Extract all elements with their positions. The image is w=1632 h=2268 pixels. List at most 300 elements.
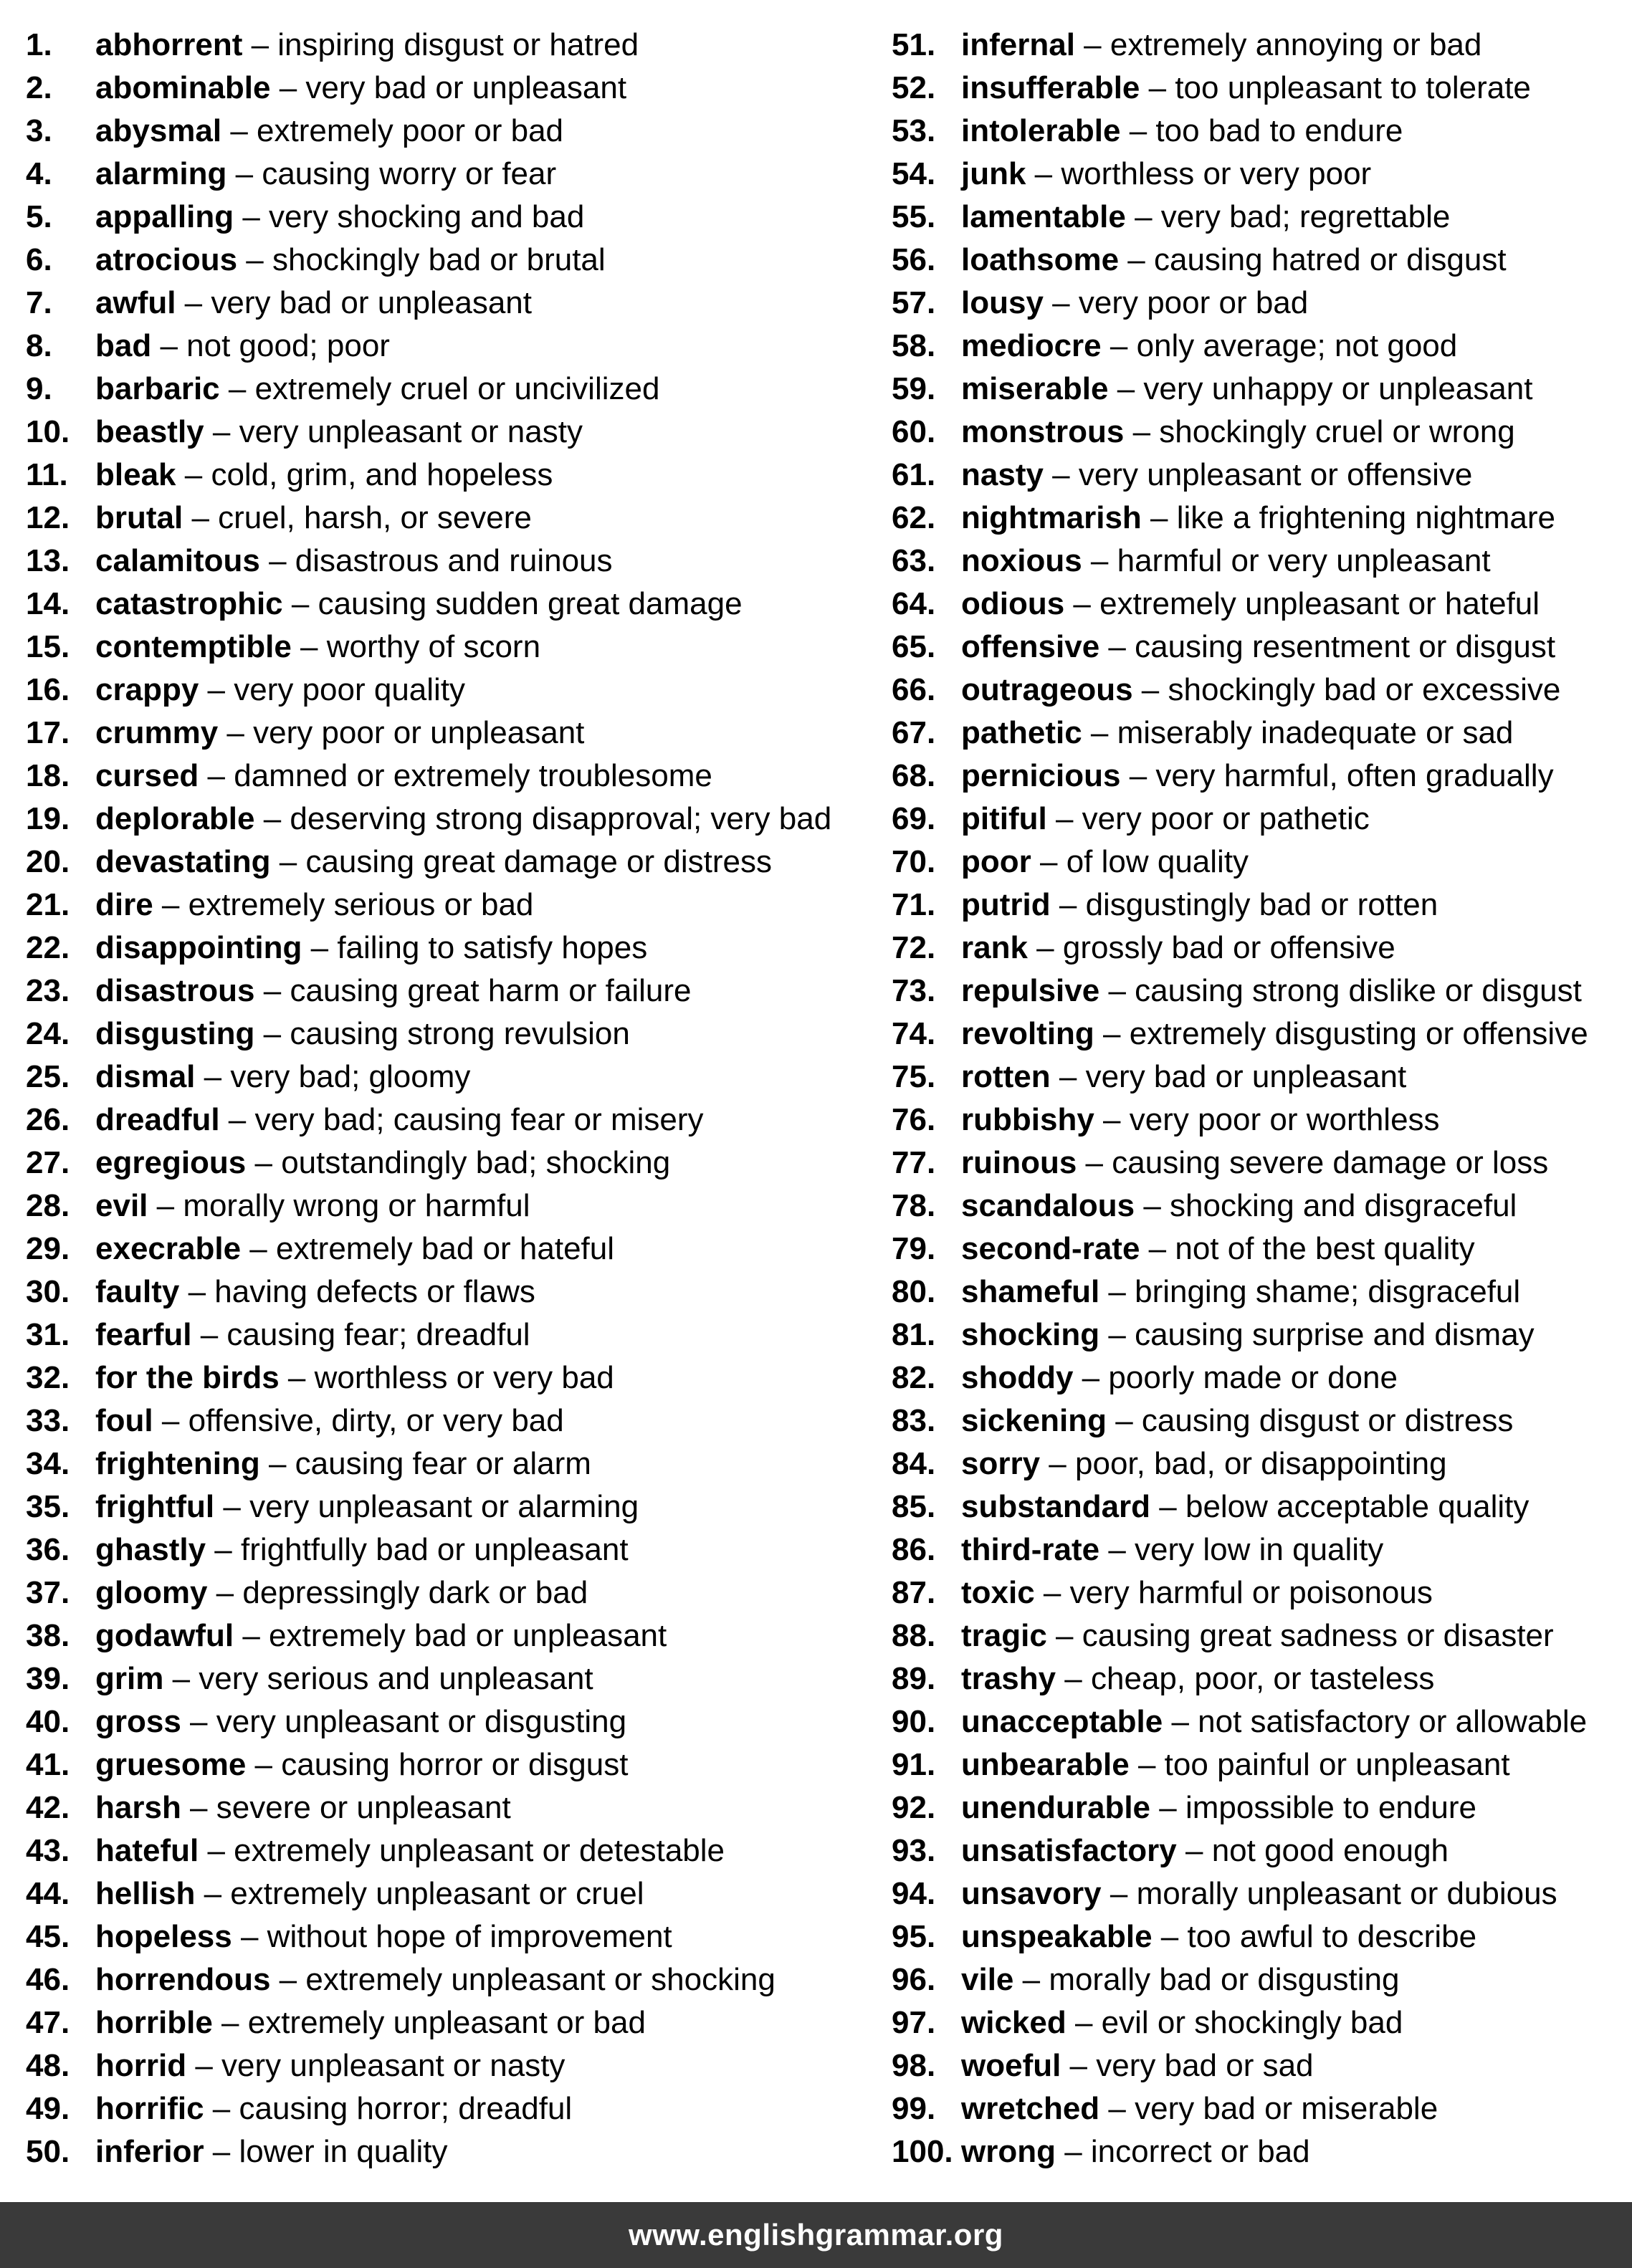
list-item	[26, 1915, 886, 1958]
list-item	[26, 540, 886, 583]
item-separator: –	[1101, 1876, 1137, 1911]
item-definition: extremely bad or unpleasant	[269, 1618, 667, 1653]
item-term: disgusting	[95, 1016, 255, 1051]
item-definition: very unpleasant or disgusting	[216, 1704, 627, 1739]
item-separator: –	[282, 586, 318, 621]
item-definition: very bad or miserable	[1135, 2091, 1438, 2126]
item-number: 40.	[26, 1704, 70, 1739]
item-number: 37.	[26, 1575, 70, 1610]
item-number: 18.	[26, 758, 70, 793]
item-number: 95.	[892, 1919, 936, 1954]
item-definition: not satisfactory or allowable	[1198, 1704, 1588, 1739]
list-item	[892, 411, 1630, 454]
item-separator: –	[199, 1833, 234, 1868]
item-definition: extremely unpleasant or bad	[247, 2005, 646, 2040]
item-term: pathetic	[961, 715, 1082, 750]
right-column	[892, 24, 1630, 2173]
item-separator: –	[1073, 1360, 1109, 1395]
item-separator: –	[270, 70, 306, 105]
item-definition: having defects or flaws	[214, 1274, 535, 1309]
item-term: mediocre	[961, 328, 1102, 363]
item-separator: –	[1099, 973, 1135, 1008]
list-item	[892, 1314, 1630, 1357]
item-number: 61.	[892, 457, 936, 492]
item-number: 88.	[892, 1618, 936, 1653]
item-number: 44.	[26, 1876, 70, 1911]
item-separator: –	[1066, 2005, 1102, 2040]
item-term: shameful	[961, 1274, 1100, 1309]
item-definition: too unpleasant to tolerate	[1175, 70, 1531, 105]
item-number: 90.	[892, 1704, 936, 1739]
item-definition: like a frightening nightmare	[1176, 500, 1556, 535]
list-item	[892, 110, 1630, 153]
item-separator: –	[242, 27, 278, 62]
list-item	[26, 2130, 886, 2173]
item-term: cursed	[95, 758, 199, 793]
list-item	[26, 1399, 886, 1442]
item-term: horrendous	[95, 1962, 271, 1997]
item-number: 41.	[26, 1747, 70, 1782]
item-definition: causing surprise and dismay	[1135, 1317, 1535, 1352]
item-separator: –	[1120, 758, 1156, 793]
item-separator: –	[1040, 1446, 1075, 1481]
item-separator: –	[1099, 2091, 1135, 2126]
item-separator: –	[1031, 844, 1066, 879]
list-item	[892, 884, 1630, 927]
item-term: grim	[95, 1661, 164, 1696]
item-term: catastrophic	[95, 586, 283, 621]
item-definition: disgustingly bad or rotten	[1085, 887, 1438, 922]
item-term: deplorable	[95, 801, 255, 836]
list-item	[26, 1571, 886, 1614]
item-term: harsh	[95, 1790, 181, 1825]
item-number: 52.	[892, 70, 936, 105]
item-definition: very bad or unpleasant	[305, 70, 627, 105]
item-separator: –	[1120, 113, 1156, 148]
item-definition: morally bad or disgusting	[1049, 1962, 1400, 1997]
item-term: fearful	[95, 1317, 192, 1352]
item-number: 29.	[26, 1231, 70, 1266]
item-term: frightful	[95, 1489, 215, 1524]
item-separator: –	[219, 1102, 255, 1137]
item-term: miserable	[961, 371, 1109, 406]
item-term: trashy	[961, 1661, 1056, 1696]
item-definition: below acceptable quality	[1185, 1489, 1530, 1524]
item-definition: very bad or sad	[1096, 2048, 1314, 2083]
list-item	[892, 970, 1630, 1013]
list-item	[892, 1056, 1630, 1099]
item-definition: causing strong dislike or disgust	[1135, 973, 1582, 1008]
item-separator: –	[207, 1575, 243, 1610]
item-term: repulsive	[961, 973, 1100, 1008]
list-item	[892, 755, 1630, 798]
item-definition: shockingly cruel or wrong	[1159, 414, 1515, 449]
item-term: loathsome	[961, 242, 1120, 277]
item-term: bad	[95, 328, 152, 363]
item-term: outrageous	[961, 672, 1133, 707]
item-number: 2.	[26, 70, 52, 105]
item-number: 62.	[892, 500, 936, 535]
item-number: 69.	[892, 801, 936, 836]
item-definition: morally unpleasant or dubious	[1136, 1876, 1557, 1911]
item-separator: –	[151, 328, 187, 363]
item-term: nightmarish	[961, 500, 1142, 535]
item-term: abhorrent	[95, 27, 243, 62]
item-term: junk	[961, 156, 1026, 191]
item-definition: extremely unpleasant or cruel	[230, 1876, 644, 1911]
item-definition: very low in quality	[1135, 1532, 1384, 1567]
list-item	[26, 841, 886, 884]
item-number: 57.	[892, 285, 936, 320]
item-number: 13.	[26, 543, 70, 578]
item-definition: evil or shockingly bad	[1101, 2005, 1403, 2040]
item-definition: disastrous and ruinous	[295, 543, 613, 578]
item-term: unendurable	[961, 1790, 1151, 1825]
list-item	[26, 1357, 886, 1399]
item-term: horrid	[95, 2048, 187, 2083]
list-item	[26, 1013, 886, 1056]
list-item	[26, 669, 886, 712]
item-number: 80.	[892, 1274, 936, 1309]
item-separator: –	[206, 1532, 241, 1567]
item-term: unsatisfactory	[961, 1833, 1177, 1868]
item-number: 98.	[892, 2048, 936, 2083]
item-number: 77.	[892, 1145, 936, 1180]
item-definition: incorrect or bad	[1090, 2134, 1310, 2169]
item-separator: –	[1124, 414, 1160, 449]
item-definition: causing fear; dreadful	[226, 1317, 530, 1352]
item-number: 32.	[26, 1360, 70, 1395]
item-term: insufferable	[961, 70, 1140, 105]
item-separator: –	[259, 1446, 295, 1481]
item-term: rotten	[961, 1059, 1051, 1094]
item-term: crummy	[95, 715, 219, 750]
item-definition: causing severe damage or loss	[1112, 1145, 1549, 1180]
item-definition: poor, bad, or disappointing	[1075, 1446, 1447, 1481]
item-term: for the birds	[95, 1360, 280, 1395]
item-separator: –	[195, 1059, 231, 1094]
item-separator: –	[153, 887, 189, 922]
list-item	[892, 927, 1630, 970]
list-item	[892, 67, 1630, 110]
list-item	[26, 927, 886, 970]
list-item	[26, 1700, 886, 1743]
item-separator: –	[1135, 1188, 1170, 1223]
item-number: 14.	[26, 586, 70, 621]
item-separator: –	[1082, 543, 1117, 578]
item-number: 17.	[26, 715, 70, 750]
item-definition: depressingly dark or bad	[242, 1575, 588, 1610]
list-item	[892, 497, 1630, 540]
item-term: unspeakable	[961, 1919, 1153, 1954]
item-definition: cold, grim, and hopeless	[211, 457, 553, 492]
item-term: third-rate	[961, 1532, 1100, 1567]
list-item	[892, 2087, 1630, 2130]
item-separator: –	[183, 500, 219, 535]
item-definition: shocking and disgraceful	[1170, 1188, 1517, 1223]
list-item	[892, 1743, 1630, 1786]
item-term: horrible	[95, 2005, 213, 2040]
item-definition: very bad or unpleasant	[1085, 1059, 1407, 1094]
item-number: 74.	[892, 1016, 936, 1051]
item-definition: worthless or very bad	[314, 1360, 614, 1395]
item-number: 94.	[892, 1876, 936, 1911]
list-item	[26, 1657, 886, 1700]
item-definition: very harmful, often gradually	[1155, 758, 1554, 793]
item-separator: –	[1074, 27, 1110, 62]
item-definition: very poor quality	[234, 672, 466, 707]
item-term: shoddy	[961, 1360, 1074, 1395]
item-number: 42.	[26, 1790, 70, 1825]
list-item	[26, 970, 886, 1013]
item-number: 75.	[892, 1059, 936, 1094]
item-number: 43.	[26, 1833, 70, 1868]
item-definition: very bad; gloomy	[230, 1059, 471, 1094]
item-term: putrid	[961, 887, 1051, 922]
list-item	[892, 1271, 1630, 1314]
item-number: 35.	[26, 1489, 70, 1524]
item-term: godawful	[95, 1618, 234, 1653]
item-number: 8.	[26, 328, 52, 363]
item-definition: causing disgust or distress	[1141, 1403, 1514, 1438]
item-number: 5.	[26, 199, 52, 234]
item-term: offensive	[961, 629, 1100, 664]
item-definition: poorly made or done	[1108, 1360, 1398, 1395]
list-item	[26, 1056, 886, 1099]
item-separator: –	[1163, 1704, 1198, 1739]
item-number: 31.	[26, 1317, 70, 1352]
item-number: 67.	[892, 715, 936, 750]
item-term: gloomy	[95, 1575, 208, 1610]
item-separator: –	[218, 715, 254, 750]
item-definition: causing sudden great damage	[318, 586, 743, 621]
item-definition: causing great sadness or disaster	[1082, 1618, 1554, 1653]
item-number: 66.	[892, 672, 936, 707]
list-item	[26, 1314, 886, 1357]
item-term: gross	[95, 1704, 181, 1739]
item-definition: very bad; regrettable	[1160, 199, 1451, 234]
item-definition: without hope of improvement	[267, 1919, 672, 1954]
item-term: noxious	[961, 543, 1082, 578]
item-term: sickening	[961, 1403, 1107, 1438]
item-definition: deserving strong disapproval; very bad	[290, 801, 832, 836]
item-definition: worthy of scorn	[326, 629, 541, 664]
item-separator: –	[1129, 1747, 1165, 1782]
item-definition: causing great damage or distress	[305, 844, 773, 879]
list-item	[892, 712, 1630, 755]
list-item	[892, 1528, 1630, 1571]
item-definition: extremely bad or hateful	[275, 1231, 615, 1266]
item-term: appalling	[95, 199, 234, 234]
item-separator: –	[1125, 199, 1161, 234]
item-separator: –	[1150, 1489, 1185, 1524]
item-separator: –	[1026, 156, 1061, 191]
item-separator: –	[232, 1919, 267, 1954]
item-term: faulty	[95, 1274, 180, 1309]
item-definition: harmful or very unpleasant	[1117, 543, 1491, 578]
item-separator: –	[241, 1231, 276, 1266]
item-term: wrong	[961, 2134, 1056, 2169]
list-item	[26, 626, 886, 669]
list-item	[892, 798, 1630, 841]
item-term: dire	[95, 887, 153, 922]
list-item	[892, 368, 1630, 411]
item-separator: –	[204, 2091, 239, 2126]
list-item	[892, 669, 1630, 712]
item-term: abominable	[95, 70, 271, 105]
item-definition: outstandingly bad; shocking	[281, 1145, 671, 1180]
item-definition: very harmful or poisonous	[1069, 1575, 1433, 1610]
footer-bar	[0, 2202, 1632, 2268]
item-number: 28.	[26, 1188, 70, 1223]
item-number: 96.	[892, 1962, 936, 1997]
item-definition: causing worry or fear	[262, 156, 557, 191]
item-separator: –	[1056, 1661, 1091, 1696]
item-definition: impossible to endure	[1185, 1790, 1476, 1825]
list-item	[26, 239, 886, 282]
item-separator: –	[1046, 1618, 1082, 1653]
item-separator: –	[191, 1317, 227, 1352]
list-item	[26, 712, 886, 755]
item-term: foul	[95, 1403, 153, 1438]
list-item	[892, 1958, 1630, 2001]
item-separator: –	[1106, 1403, 1142, 1438]
item-number: 60.	[892, 414, 936, 449]
item-number: 85.	[892, 1489, 936, 1524]
list-item	[892, 1786, 1630, 1829]
item-number: 11.	[26, 457, 68, 492]
item-number: 45.	[26, 1919, 70, 1954]
item-number: 15.	[26, 629, 70, 664]
item-term: horrific	[95, 2091, 204, 2126]
list-item	[26, 1185, 886, 1228]
item-number: 33.	[26, 1403, 70, 1438]
list-item	[892, 153, 1630, 196]
item-definition: very poor or unpleasant	[253, 715, 585, 750]
item-definition: very unpleasant or offensive	[1078, 457, 1473, 492]
item-number: 36.	[26, 1532, 70, 1567]
item-term: lousy	[961, 285, 1044, 320]
item-definition: extremely unpleasant or shocking	[305, 1962, 776, 1997]
list-item	[892, 1442, 1630, 1485]
item-number: 55.	[892, 199, 936, 234]
list-item	[892, 1099, 1630, 1142]
item-number: 54.	[892, 156, 936, 191]
item-number: 87.	[892, 1575, 936, 1610]
item-number: 39.	[26, 1661, 70, 1696]
item-number: 83.	[892, 1403, 936, 1438]
list-item	[892, 282, 1630, 325]
list-item	[892, 540, 1630, 583]
item-definition: worthless or very poor	[1061, 156, 1372, 191]
item-definition: causing strong revulsion	[290, 1016, 630, 1051]
item-term: crappy	[95, 672, 199, 707]
item-definition: not of the best quality	[1175, 1231, 1475, 1266]
item-separator: –	[204, 2134, 239, 2169]
list-item	[892, 1657, 1630, 1700]
item-separator: –	[1101, 328, 1137, 363]
item-term: disastrous	[95, 973, 255, 1008]
item-number: 91.	[892, 1747, 936, 1782]
item-definition: failing to satisfy hopes	[337, 930, 648, 965]
list-item	[892, 325, 1630, 368]
item-separator: –	[291, 629, 327, 664]
item-definition: cruel, harsh, or severe	[218, 500, 532, 535]
item-definition: causing fear or alarm	[295, 1446, 591, 1481]
item-separator: –	[1055, 2134, 1091, 2169]
item-term: hopeless	[95, 1919, 232, 1954]
item-definition: not good; poor	[186, 328, 390, 363]
item-number: 6.	[26, 242, 52, 277]
list-item	[892, 1700, 1630, 1743]
list-item	[26, 497, 886, 540]
list-item	[26, 1786, 886, 1829]
item-term: ghastly	[95, 1532, 206, 1567]
item-definition: very unpleasant or nasty	[239, 414, 583, 449]
item-term: dreadful	[95, 1102, 220, 1137]
item-definition: offensive, dirty, or very bad	[188, 1403, 564, 1438]
list-item	[892, 2001, 1630, 2044]
item-term: wicked	[961, 2005, 1066, 2040]
item-term: intolerable	[961, 113, 1121, 148]
item-number: 99.	[892, 2091, 936, 2126]
item-definition: causing horror; dreadful	[239, 2091, 573, 2126]
item-separator: –	[1176, 1833, 1212, 1868]
list-item	[26, 1485, 886, 1528]
item-number: 16.	[26, 672, 70, 707]
item-separator: –	[1141, 500, 1177, 535]
item-term: pitiful	[961, 801, 1047, 836]
item-separator: –	[1077, 1145, 1112, 1180]
item-number: 78.	[892, 1188, 936, 1223]
item-term: inferior	[95, 2134, 204, 2169]
item-definition: extremely poor or bad	[257, 113, 564, 148]
item-separator: –	[1082, 715, 1117, 750]
list-item	[892, 24, 1630, 67]
item-number: 64.	[892, 586, 936, 621]
list-item	[26, 1528, 886, 1571]
item-separator: –	[1099, 1532, 1135, 1567]
item-number: 34.	[26, 1446, 70, 1481]
item-term: brutal	[95, 500, 183, 535]
item-separator: –	[186, 2048, 222, 2083]
item-definition: causing great harm or failure	[290, 973, 692, 1008]
item-separator: –	[1152, 1919, 1188, 1954]
item-separator: –	[1043, 285, 1079, 320]
list-item	[26, 1872, 886, 1915]
list-item	[26, 1743, 886, 1786]
item-number: 65.	[892, 629, 936, 664]
item-term: dismal	[95, 1059, 196, 1094]
list-item	[892, 1142, 1630, 1185]
item-term: lamentable	[961, 199, 1126, 234]
item-definition: very unpleasant or alarming	[249, 1489, 639, 1524]
item-term: hellish	[95, 1876, 196, 1911]
item-number: 10.	[26, 414, 70, 449]
list-item	[26, 1442, 886, 1485]
item-separator: –	[163, 1661, 199, 1696]
item-term: rubbishy	[961, 1102, 1094, 1137]
item-separator: –	[1094, 1102, 1130, 1137]
list-item	[26, 454, 886, 497]
item-term: sorry	[961, 1446, 1041, 1481]
item-number: 97.	[892, 2005, 936, 2040]
left-column	[26, 24, 886, 2173]
item-separator: –	[254, 973, 290, 1008]
item-number: 1.	[26, 27, 52, 62]
list-item	[26, 411, 886, 454]
item-number: 53.	[892, 113, 936, 148]
